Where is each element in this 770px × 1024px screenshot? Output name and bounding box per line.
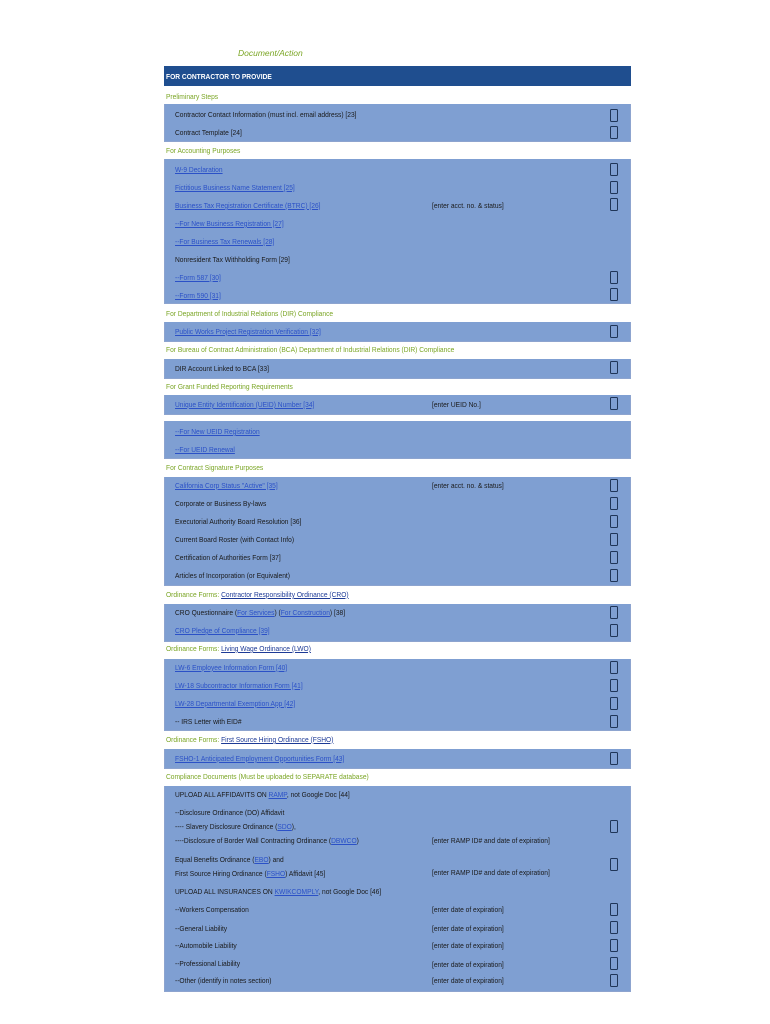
corp-status-note: [enter acct. no. & status]: [432, 481, 504, 490]
insurances-post: , not Google Doc [46]: [318, 887, 382, 896]
professional-liability-item: --Professional Liability: [175, 959, 241, 968]
board-resolution-item: Executorial Authority Board Resolution [36]: [175, 517, 302, 526]
section-cro: [166, 587, 586, 603]
checkbox-form587[interactable]: [610, 271, 618, 284]
fsho-aff-post: ) Affidavit [45]: [285, 869, 326, 878]
section-dir: For Department of Industrial Relations (DIR) Compliance: [166, 309, 334, 318]
cro-prefix: Ordinance Forms:: [166, 590, 222, 599]
cro-questionnaire-item: [175, 605, 595, 621]
cro-link[interactable]: Contractor Responsibility Ordinance (CRO): [221, 590, 349, 599]
checkbox-fsho1[interactable]: [610, 752, 618, 765]
affidavits-post: , not Google Doc [44]: [286, 790, 350, 799]
kwikcomply-link[interactable]: KWIKCOMPLY: [274, 887, 319, 896]
w9-item: [175, 162, 595, 178]
checkbox-lw18[interactable]: [610, 679, 618, 692]
cro-q-mid: ) (: [274, 608, 281, 617]
checkbox-board-roster[interactable]: [610, 533, 618, 546]
checkbox-lw6[interactable]: [610, 661, 618, 674]
checkbox-pw-registration[interactable]: [610, 325, 618, 338]
contractor-checklist: [164, 66, 631, 994]
checkbox-board-resolution[interactable]: [610, 515, 618, 528]
btrc-note: [enter acct. no. & status]: [432, 201, 504, 210]
irs-letter-item: -- IRS Letter with EID#: [175, 717, 242, 726]
auto-liability-item: --Automobile Liability: [175, 941, 237, 950]
insurances-item: [175, 884, 595, 900]
workers-comp-item: --Workers Compensation: [175, 905, 249, 914]
corp-status-link[interactable]: California Corp Status "Active" [35]: [175, 481, 278, 490]
checkbox-irs-letter[interactable]: [610, 715, 618, 728]
lw28-link[interactable]: LW-28 Departmental Exemption App [42]: [175, 699, 296, 708]
ebo-link[interactable]: EBO: [254, 855, 269, 864]
document-title: Document/Action: [238, 48, 303, 58]
checkbox-form590[interactable]: [610, 288, 618, 301]
ebo-post: ) and: [268, 855, 284, 864]
lw6-item: [175, 660, 595, 676]
cro-q-post: ) [38]: [329, 608, 346, 617]
dbwco-post: ): [356, 836, 359, 845]
affidavits-pre: UPLOAD ALL AFFIDAVITS ON: [175, 790, 269, 799]
lw18-link[interactable]: LW-18 Subcontractor Information Form [41]: [175, 681, 303, 690]
contract-template-item: Contract Template [24]: [175, 128, 242, 137]
section-lwo: [166, 641, 586, 657]
form587-link[interactable]: --Form 587 [30]: [175, 273, 221, 282]
ueid-link[interactable]: Unique Entity Identification (UEID) Number [34]: [175, 400, 315, 409]
checkbox-ueid[interactable]: [610, 397, 618, 410]
checkbox-lw28[interactable]: [610, 697, 618, 710]
new-registration-item: [175, 216, 595, 232]
section-accounting: For Accounting Purposes: [166, 146, 241, 155]
dir-linked-item: DIR Account Linked to BCA [33]: [175, 364, 269, 373]
fsho-prefix: Ordinance Forms:: [166, 735, 222, 744]
ueid-note: [enter UEID No.]: [432, 400, 481, 409]
checkbox-workers-comp[interactable]: [610, 903, 618, 916]
checkbox-cro-questionnaire[interactable]: [610, 606, 618, 619]
checkbox-dir-linked[interactable]: [610, 361, 618, 374]
ebo-item: [175, 854, 595, 865]
lw28-item: [175, 696, 595, 712]
checkbox-general-liability[interactable]: [610, 921, 618, 934]
sdo-pre: ---- Slavery Disclosure Ordinance (: [175, 822, 278, 831]
section-preliminary: Preliminary Steps: [166, 92, 219, 101]
checkbox-affidavits[interactable]: [610, 820, 618, 833]
exp-note-other: [enter date of expiration]: [432, 976, 504, 985]
fsho-aff-link[interactable]: FSHO: [266, 869, 286, 878]
exp-note-workers: [enter date of expiration]: [432, 905, 504, 914]
ramp-note-2: [enter RAMP ID# and date of expiration]: [432, 868, 550, 877]
ramp-note-1: [enter RAMP ID# and date of expiration]: [432, 836, 550, 845]
checkbox-ebo-fsho[interactable]: [610, 858, 618, 871]
section-signature: For Contract Signature Purposes: [166, 463, 264, 472]
other-insurance-item: --Other (identify in notes section): [175, 976, 272, 985]
section-grant: For Grant Funded Reporting Requirements: [166, 382, 293, 391]
sdo-link[interactable]: SDO: [277, 822, 292, 831]
checkbox-professional-liability[interactable]: [610, 957, 618, 970]
exp-note-auto: [enter date of expiration]: [432, 941, 504, 950]
dbwco-pre: ----Disclosure of Border Wall Contracting Ordinance (: [175, 836, 332, 845]
bylaws-item: Corporate or Business By-laws: [175, 499, 267, 508]
dbwco-link[interactable]: DBWCO: [331, 836, 357, 845]
contact-info-item: Contractor Contact Information (must incl. email address) [23]: [175, 110, 357, 119]
fbn-link[interactable]: Fictitious Business Name Statement [25]: [175, 183, 295, 192]
checkbox-bylaws[interactable]: [610, 497, 618, 510]
lw6-link[interactable]: LW-6 Employee Information Form [40]: [175, 663, 288, 672]
checkbox-btrc[interactable]: [610, 198, 618, 211]
cro-pledge-item: [175, 623, 595, 639]
board-roster-item: Current Board Roster (with Contact Info): [175, 535, 295, 544]
checkbox-fbn[interactable]: [610, 181, 618, 194]
form590-item: [175, 288, 595, 304]
cro-pledge-link[interactable]: CRO Pledge of Compliance [39]: [175, 626, 270, 635]
fsho-aff-pre: First Source Hiring Ordinance (: [175, 869, 267, 878]
checkbox-cro-pledge[interactable]: [610, 624, 618, 637]
checkbox-contract-template[interactable]: [610, 126, 618, 139]
nonresident-item: Nonresident Tax Withholding Form [29]: [175, 255, 290, 264]
form590-link[interactable]: --Form 590 [31]: [175, 291, 221, 300]
pw-registration-item: [175, 324, 595, 340]
articles-item: Articles of Incorporation (or Equivalent): [175, 571, 290, 580]
cro-construction-link[interactable]: For Construction: [280, 608, 330, 617]
sdo-post: ),: [291, 822, 296, 831]
sdo-item: [175, 821, 595, 832]
lwo-prefix: Ordinance Forms:: [166, 644, 222, 653]
new-registration-link[interactable]: --For New Business Registration [27]: [175, 219, 284, 228]
checkbox-contact-info[interactable]: [610, 109, 618, 122]
pw-registration-link[interactable]: Public Works Project Registration Verification [32]: [175, 327, 321, 336]
fsho-link[interactable]: First Source Hiring Ordinance (FSHO): [221, 735, 334, 744]
certification-item: Certification of Authorities Form [37]: [175, 553, 281, 562]
insurances-pre: UPLOAD ALL INSURANCES ON: [175, 887, 275, 896]
lwo-link[interactable]: Living Wage Ordinance (LWO): [221, 644, 311, 653]
lw18-item: [175, 678, 595, 694]
checkbox-articles[interactable]: [610, 569, 618, 582]
ebo-pre: Equal Benefits Ordinance (: [175, 855, 255, 864]
cro-q-pre: CRO Questionnaire (: [175, 608, 238, 617]
exp-note-professional: [enter date of expiration]: [432, 960, 504, 969]
checkbox-other-insurance[interactable]: [610, 974, 618, 987]
tax-renewals-link[interactable]: --For Business Tax Renewals [28]: [175, 237, 275, 246]
w9-link[interactable]: W-9 Declaration: [175, 165, 223, 174]
ueid-renewal-link[interactable]: --For UEID Renewal: [175, 445, 235, 454]
header-label: FOR CONTRACTOR TO PROVIDE: [166, 72, 272, 81]
general-liability-item: --General Liability: [175, 924, 228, 933]
section-compliance: Compliance Documents (Must be uploaded to SEPARATE database): [166, 772, 369, 781]
btrc-link[interactable]: Business Tax Registration Certificate (BTRC) [26]: [175, 201, 321, 210]
do-affidavit-item: --Disclosure Ordinance (DO) Affidavit: [175, 808, 285, 817]
checkbox-corp-status[interactable]: [610, 479, 618, 492]
ramp-link[interactable]: RAMP: [268, 790, 287, 799]
affidavits-item: [175, 787, 595, 803]
cro-services-link[interactable]: For Services: [237, 608, 275, 617]
fbn-item: [175, 180, 595, 196]
fsho1-item: [175, 751, 595, 767]
fsho1-link[interactable]: FSHO-1 Anticipated Employment Opportunities Form [43]: [175, 754, 345, 763]
ueid-renewal-item: [175, 442, 595, 458]
form587-item: [175, 270, 595, 286]
new-ueid-link[interactable]: --For New UEID Registration: [175, 427, 260, 436]
new-ueid-item: [175, 424, 595, 440]
checkbox-w9[interactable]: [610, 163, 618, 176]
checkbox-auto-liability[interactable]: [610, 939, 618, 952]
section-fsho: [166, 732, 586, 748]
section-bca: For Bureau of Contract Administration (BCA) Department of Industrial Relations (DIR) Compliance: [166, 345, 455, 354]
tax-renewals-item: [175, 234, 595, 250]
exp-note-general: [enter date of expiration]: [432, 924, 504, 933]
checkbox-certification[interactable]: [610, 551, 618, 564]
